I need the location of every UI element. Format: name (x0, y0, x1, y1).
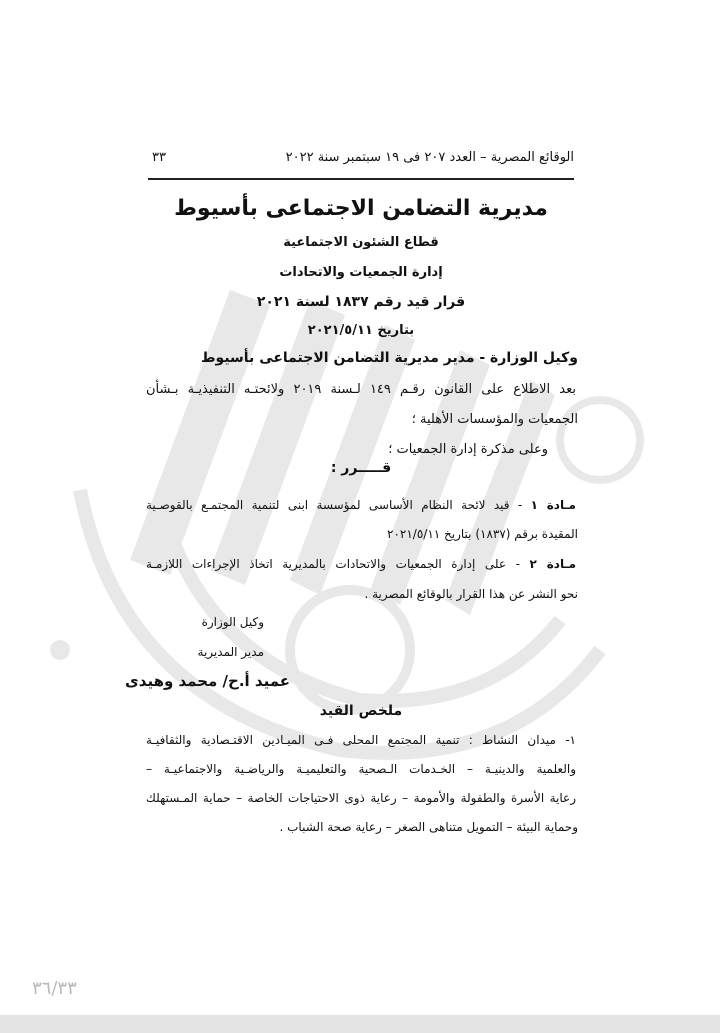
sector-title: قطاع الشئون الاجتماعية (283, 235, 439, 250)
decision-date: بتاريخ ٢٠٢١/٥/١١ (307, 323, 415, 338)
page-number: ٣٣ (152, 150, 166, 165)
gazette-title: الوقائع المصرية – العدد ٢٠٧ فى ١٩ سبتمبر سنة ٢٠٢٢ (285, 150, 574, 165)
article-2-line-1 (146, 557, 576, 571)
article-1-line-1 (146, 498, 576, 512)
preamble-line-2: الجمعيات والمؤسسات الأهلية ؛ (411, 412, 578, 427)
summary-line-4: وحماية البيئة – التمويل متناهى الصغر – رعاية صحة الشباب . (279, 820, 578, 834)
summary-line-3: رعاية الأسرة والطفولة والأمومة – رعاية ذوى الاحتياجات الخاصة – حماية المـستهلك (146, 791, 576, 805)
article-1-line-2: المقيدة برقم (١٨٣٧) بتاريخ ٢٠٢١/٥/١١ (387, 527, 578, 541)
article-1-text: - قيد لائحة النظام الأساسى لمؤسسة ابنى لتنمية المجتمـع بالقوصـية (146, 498, 531, 512)
article-2-text: - على إدارة الجمعيات والاتحادات بالمديرية اتخاذ الإجراءات اللازمـة (146, 557, 530, 571)
decision-title: قرار قيد رقم ١٨٣٧ لسنة ٢٠٢١ (256, 294, 466, 310)
article-1-label: مـادة ١ (530, 498, 576, 512)
signature-role-2: مدير المديرية (197, 645, 264, 659)
signature-role-1: وكيل الوزارة (201, 615, 264, 629)
department-title: إدارة الجمعيات والاتحادات (279, 265, 443, 280)
page-counter: ٣٦/٣٣ (32, 978, 77, 999)
header-rule (148, 178, 574, 180)
summary-line-1: ١- ميدان النشاط : تنمية المجتمع المحلى فـى الميـادين الاقتـصادية والثقافيـة (146, 733, 576, 747)
article-2-label: مـادة ٢ (529, 557, 576, 571)
issuer-line: وكيل الوزارة - مدير مديرية التضامن الاجتماعى بأسيوط (201, 350, 578, 366)
page-header (148, 148, 574, 170)
decree-label: قـــــرر : (330, 460, 392, 476)
summary-line-2: والعلمية والدينيـة – الخـدمات الـصحية والتعليميـة والرياضـية والاجتماعيـة – (146, 762, 576, 776)
preamble-line-1: بعد الاطلاع على القانون رقـم ١٤٩ لـسنة ٢٠١٩ ولائحتـه التنفيذيـة بـشأن (146, 382, 576, 397)
summary-title: ملخص القيد (319, 703, 403, 719)
article-2-line-2: نحو النشر عن هذا القرار بالوقائع المصرية . (364, 587, 578, 601)
directorate-title: مديرية التضامن الاجتماعى بأسيوط (174, 196, 548, 221)
signature-name: عميد أ.ح/ محمد وهيدى (125, 672, 290, 690)
viewer-footer-bar (0, 1015, 720, 1033)
preamble-line-3: وعلى مذكرة إدارة الجمعيات ؛ (388, 442, 548, 457)
